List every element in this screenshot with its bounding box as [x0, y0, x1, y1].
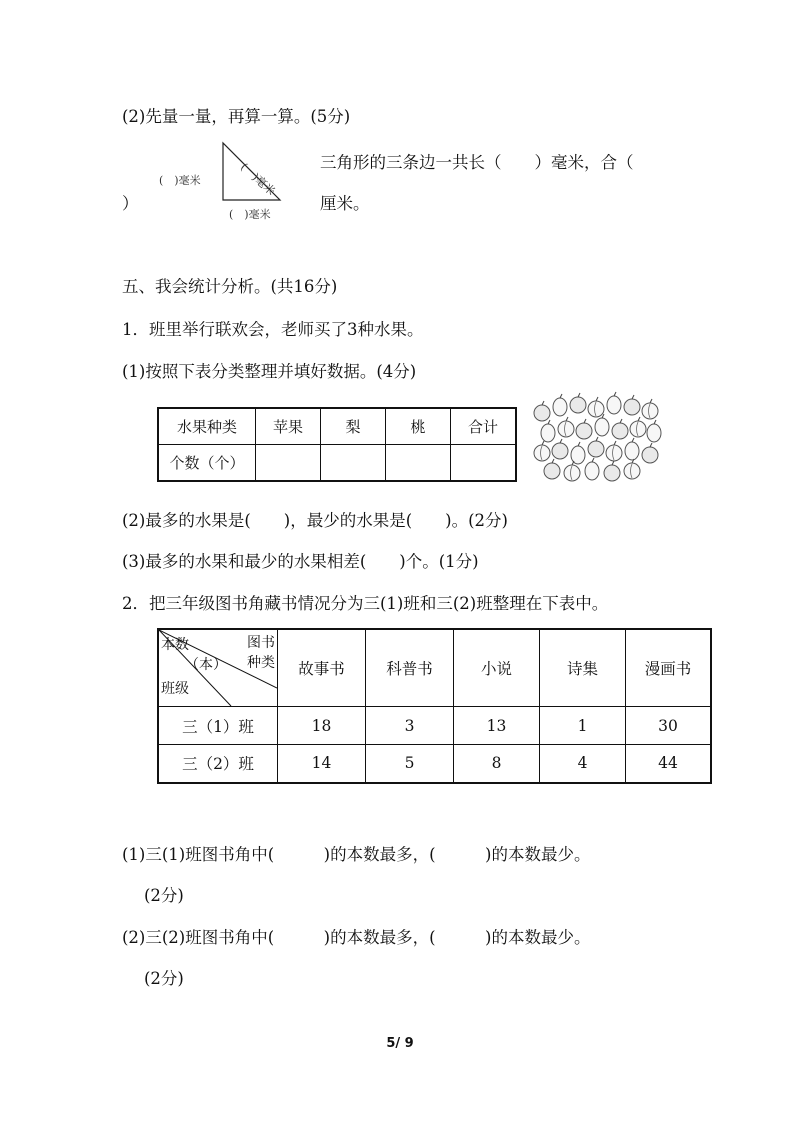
pear-icon	[585, 458, 599, 480]
book-cell: 8	[454, 745, 540, 783]
q4-2-text-line1: 三角形的三条边一共长（ ）毫米，合（	[320, 153, 634, 172]
page-number: 5/ 9	[386, 1036, 414, 1051]
p1-q2: (2)最多的水果是( )，最少的水果是( )。(2分)	[122, 511, 508, 530]
triangle-bottom-side-label: ( )毫米	[229, 208, 271, 221]
p1-q1: (1)按照下表分类整理并填好数据。(4分)	[122, 362, 417, 381]
book-cell: 3	[366, 707, 454, 745]
corner-label-books: 图书	[247, 635, 275, 651]
q4-2-text-line2: 厘米。	[320, 194, 370, 213]
corner-label-kinds: 种类	[247, 655, 275, 671]
peach-icon	[630, 417, 646, 437]
book-cell: 30	[626, 707, 712, 745]
table-row	[158, 445, 516, 482]
book-row-label: 三（2）班	[158, 745, 278, 783]
peach-icon	[558, 417, 574, 437]
fruit-header-cell: 桃	[386, 408, 451, 445]
table-row	[158, 408, 516, 445]
apple-icon	[552, 439, 568, 459]
q4-2-text-cont: ）	[122, 194, 139, 213]
table-row	[158, 707, 711, 745]
corner-label-count: 本数	[161, 637, 189, 653]
apple-icon	[624, 395, 640, 415]
p2-q1-score: (2分)	[144, 886, 184, 905]
fruit-row-label: 个数（个）	[158, 445, 256, 482]
fruit-header-cell: 梨	[321, 408, 386, 445]
book-cell: 5	[366, 745, 454, 783]
book-corner-header	[158, 629, 278, 707]
triangle-hypotenuse-label: ( )毫米	[237, 160, 278, 198]
book-header-cell: 诗集	[540, 629, 626, 707]
peach-icon	[606, 441, 622, 461]
p1-q3: (3)最多的水果和最少的水果相差( )个。(1分)	[122, 552, 479, 571]
table-row	[158, 629, 711, 707]
peach-icon	[534, 441, 550, 461]
fruit-pile-illustration	[530, 385, 665, 485]
pear-icon	[571, 442, 585, 464]
corner-label-class: 班级	[161, 681, 189, 697]
book-cell: 1	[540, 707, 626, 745]
peach-icon	[642, 399, 658, 419]
book-cell: 4	[540, 745, 626, 783]
triangle-left-side-label: ( )毫米	[159, 174, 201, 187]
book-cell: 14	[278, 745, 366, 783]
fruit-header-cell: 合计	[451, 408, 517, 445]
fruit-answer-cell[interactable]	[386, 445, 451, 482]
pear-icon	[541, 420, 555, 442]
p2-q1: (1)三(1)班图书角中( )的本数最多，( )的本数最少。	[122, 845, 591, 864]
apple-icon	[604, 461, 620, 481]
apple-icon	[534, 401, 550, 421]
p2-q2-score: (2分)	[144, 969, 184, 988]
apple-icon	[612, 419, 628, 439]
book-header-cell: 漫画书	[626, 629, 712, 707]
section5-title: 五、我会统计分析。(共16分)	[122, 277, 338, 296]
peach-icon	[624, 459, 640, 479]
p2-intro: 2．把三年级图书角藏书情况分为三(1)班和三(2)班整理在下表中。	[122, 594, 609, 613]
book-header-cell: 故事书	[278, 629, 366, 707]
fruit-header-cell: 水果种类	[158, 408, 256, 445]
fruit-header-cell: 苹果	[256, 408, 321, 445]
pear-icon	[607, 392, 621, 414]
book-header-cell: 小说	[454, 629, 540, 707]
corner-label-unit: （本）	[185, 657, 227, 673]
pear-icon	[553, 394, 567, 416]
apple-icon	[570, 393, 586, 413]
apple-icon	[588, 437, 604, 457]
table-row	[158, 745, 711, 783]
q4-2-title: (2)先量一量，再算一算。(5分)	[122, 107, 351, 126]
p1-intro: 1．班里举行联欢会，老师买了3种水果。	[122, 320, 424, 339]
fruit-answer-cell[interactable]	[321, 445, 386, 482]
book-cell: 18	[278, 707, 366, 745]
p2-q2: (2)三(2)班图书角中( )的本数最多，( )的本数最少。	[122, 928, 591, 947]
book-header-cell: 科普书	[366, 629, 454, 707]
book-cell: 13	[454, 707, 540, 745]
fruit-answer-cell[interactable]	[451, 445, 517, 482]
apple-icon	[576, 419, 592, 439]
book-cell: 44	[626, 745, 712, 783]
book-table	[157, 628, 712, 784]
pear-icon	[647, 420, 661, 442]
book-row-label: 三（1）班	[158, 707, 278, 745]
apple-icon	[544, 459, 560, 479]
fruit-tally-table	[157, 407, 517, 482]
fruit-answer-cell[interactable]	[256, 445, 321, 482]
apple-icon	[642, 443, 658, 463]
pear-icon	[625, 438, 639, 460]
peach-icon	[588, 397, 604, 417]
